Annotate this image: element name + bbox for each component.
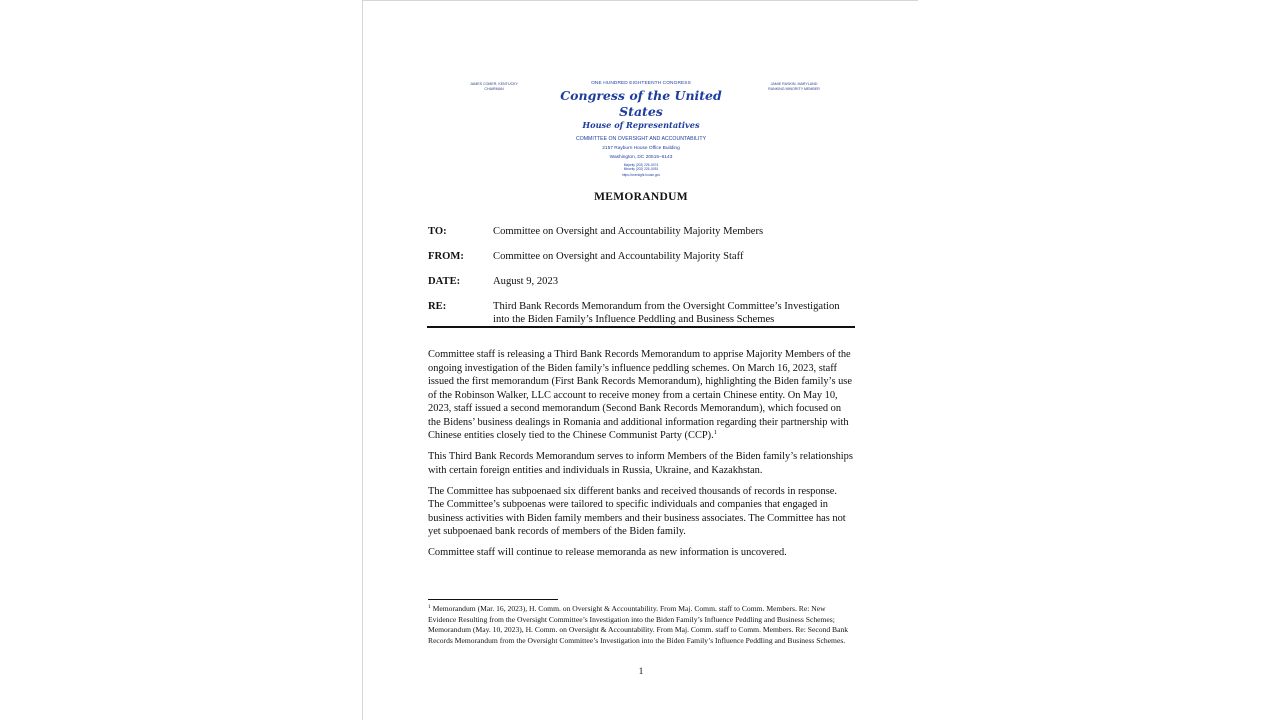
body-paragraph: Committee staff will continue to release memoranda as new information is uncovered. xyxy=(428,547,787,558)
from-value: Committee on Oversight and Accountability Majority Staff xyxy=(493,251,744,262)
paragraph-1-text: Committee staff is releasing a Third Bank Records Memorandum to apprise Majority Members of the ongoing investigation of the Biden family’s influence peddling schemes. On March 16, 2023, staff issued the first memorandum (First Bank Records Memorandum), highlighting the Biden family’s use of the Robinson Walker, LLC account to receive money from a certain Chinese entity. On May 10, 2023, staff issued a second memorandum (Second Bank Records Memorandum), which focused on the Bidens’ business dealings in Romania and additional information regarding their partnership with Chinese entities closely tied to the Chinese Communist Party (CCP). xyxy=(428,349,852,441)
header-divider xyxy=(427,326,855,328)
footnote-text: Memorandum (Mar. 16, 2023), H. Comm. on Oversight & Accountability. From Maj. Comm. staff to Comm. Members. Re: New Evidence Resulting from the Oversight Committee’s Investigation into the Biden Family’s Influence Peddling and Business Schemes; Memorandum (May. 10, 2023), H. Comm. on Oversight & Accountability. From Maj. Comm. staff to Comm. Members. Re: Second Bank Records Memorandum from the Oversight Committee’s Investigation into the Biden Family’s Influence Peddling and Business Schemes. xyxy=(428,604,849,645)
body-paragraph xyxy=(428,348,853,443)
to-label: TO: xyxy=(428,226,447,237)
body-paragraph: This Third Bank Records Memorandum serves to inform Members of the Biden family’s relationships with certain foreign entities and individuals in Russia, Ukraine, and Kazakhstan. xyxy=(428,451,853,476)
house-title: House of Representatives xyxy=(582,120,700,130)
footnote-mark: 1 xyxy=(428,604,431,610)
committee-address: 2157 Rayburn House Office Building xyxy=(602,146,680,151)
letterhead-chairman xyxy=(459,82,529,92)
congress-number: ONE HUNDRED EIGHTEENTH CONGRESS xyxy=(591,81,691,86)
body-paragraph: The Committee has subpoenaed six different banks and received thousands of records in response. The Committee’s subpoenas were tailored to specific individuals and companies that engaged in business activities with Biden family members and their business associates. The Committee has not yet subpoenaed bank records of members of the Biden family. xyxy=(428,485,846,537)
from-label: FROM: xyxy=(428,251,464,262)
memo-title: MEMORANDUM xyxy=(594,191,688,203)
phone-minority: Minority (202) 225–5051 xyxy=(623,167,659,171)
committee-name: COMMITTEE ON OVERSIGHT AND ACCOUNTABILITY xyxy=(575,136,707,142)
date-value: August 9, 2023 xyxy=(493,276,559,287)
letterhead-center xyxy=(541,79,741,177)
ranking-member-name: JAMIE RASKIN, MARYLAND xyxy=(770,82,818,86)
to-value: Committee on Oversight and Accountability Majority Members xyxy=(493,226,764,237)
congress-title: Congress of the United States xyxy=(560,88,722,119)
page-number: 1 xyxy=(638,667,644,677)
phone-majority: Majority (202) 225–5074 xyxy=(623,163,659,167)
chairman-name: JAMES COMER, KENTUCKY xyxy=(470,82,518,86)
memo-body xyxy=(428,348,853,567)
committee-phones xyxy=(541,163,741,171)
date-label: DATE: xyxy=(428,276,461,287)
document-page xyxy=(362,0,918,720)
footnote-reference[interactable]: 1 xyxy=(713,429,717,436)
re-value: Third Bank Records Memorandum from the Oversight Committee’s Investigation into the Biden Family’s Influence Peddling and Business Schemes xyxy=(493,301,840,325)
footnote-divider xyxy=(428,599,558,600)
chairman-title: CHAIRMAN xyxy=(484,87,504,91)
committee-city: Washington, DC 20515–6143 xyxy=(609,155,673,160)
ranking-member-title: RANKING MINORITY MEMBER xyxy=(768,87,820,91)
letterhead xyxy=(363,79,919,175)
committee-url: https://oversight.house.gov xyxy=(621,173,661,177)
re-label: RE: xyxy=(428,301,447,312)
letterhead-ranking-member xyxy=(759,82,829,92)
footnote xyxy=(428,604,853,646)
